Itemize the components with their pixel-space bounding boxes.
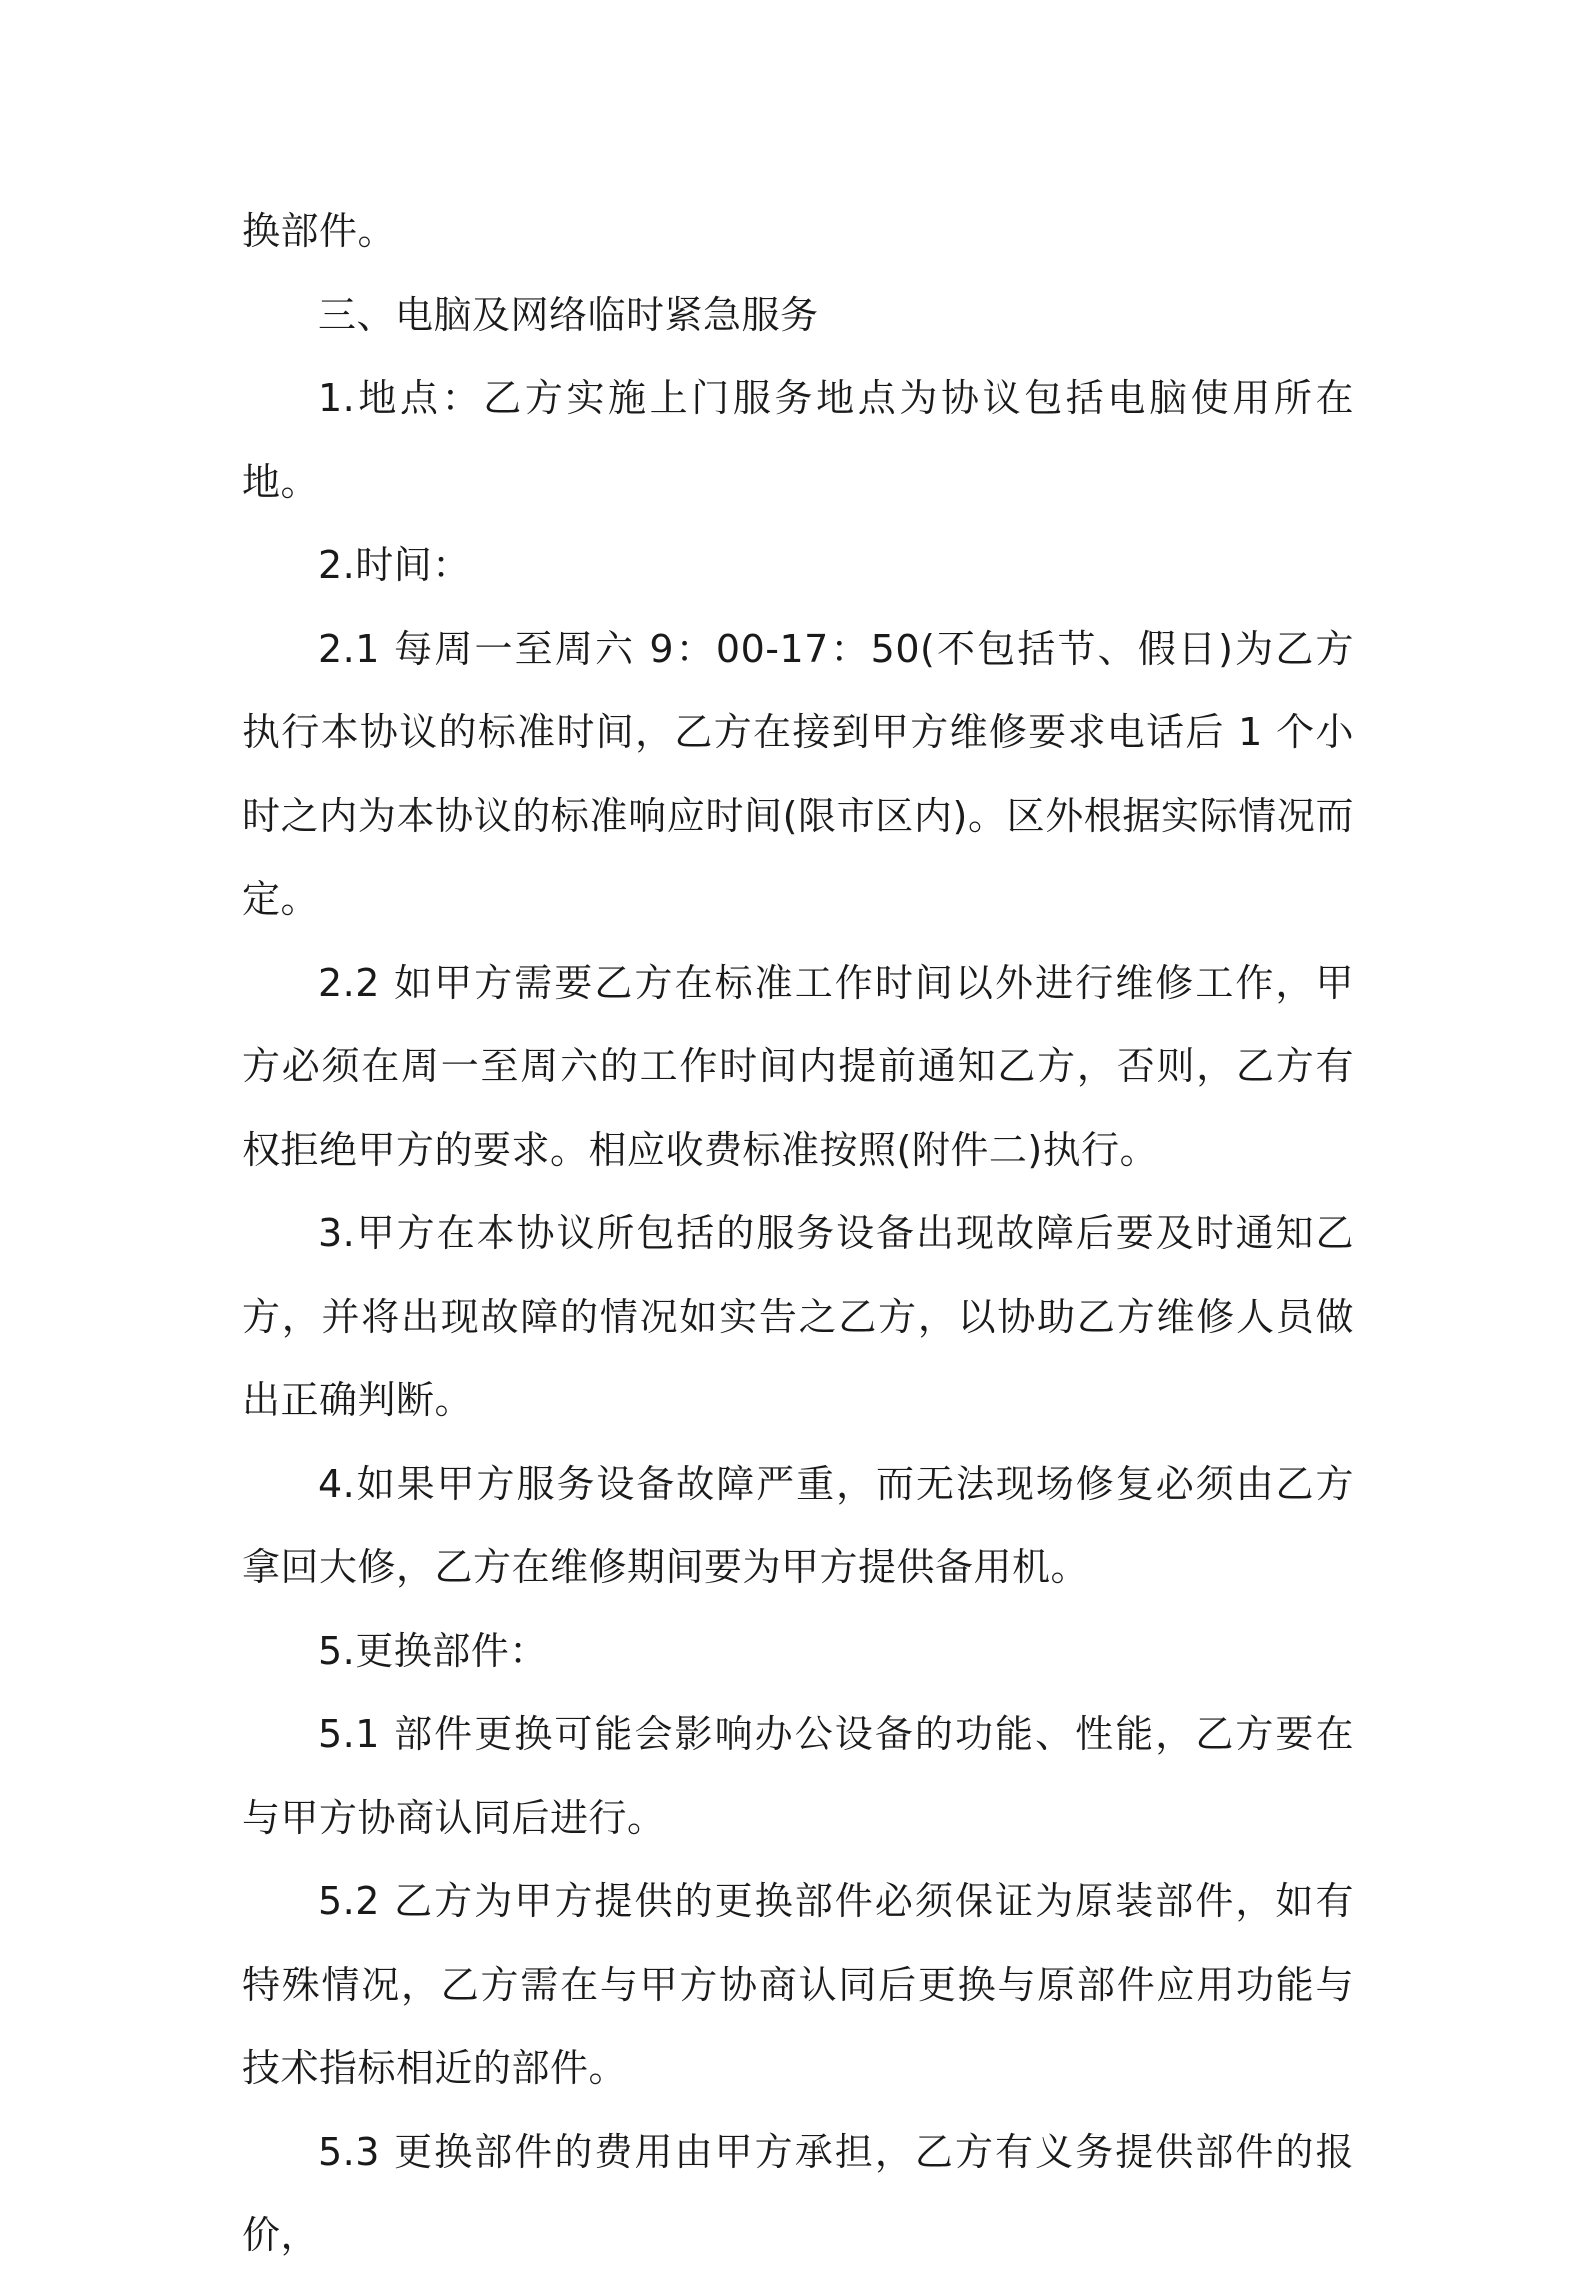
document-body bbox=[242, 190, 1354, 2278]
paragraph-4: 4.如果甲方服务设备故障严重，而无法现场修复必须由乙方拿回大修，乙方在维修期间要为甲方提供备用机。 bbox=[242, 1461, 1354, 1589]
paragraph-2-time: 2.时间： bbox=[318, 543, 471, 587]
paragraph-5-3: 5.3 更换部件的费用由甲方承担，乙方有义务提供部件的报价， bbox=[242, 2129, 1354, 2257]
paragraph-5-1: 5.1 部件更换可能会影响办公设备的功能、性能，乙方要在与甲方协商认同后进行。 bbox=[242, 1712, 1354, 1840]
paragraph-5: 5.更换部件： bbox=[318, 1628, 548, 1673]
paragraph-2-2: 2.2 如甲方需要乙方在标准工作时间以外进行维修工作，甲方必须在周一至周六的工作时间内提前通知乙方，否则，乙方有权拒绝甲方的要求。相应收费标准按照(附件二)执行。 bbox=[242, 960, 1354, 1172]
paragraph-2-1: 2.1 每周一至周六 9：00-17：50(不包括节、假日)为乙方执行本协议的标准时间，乙方在接到甲方维修要求电话后 1 个小时之内为本协议的标准响应时间(限市区内)。区外根据实际情况而定。 bbox=[242, 626, 1354, 921]
section-3-heading: 三、电脑及网络临时紧急服务 bbox=[318, 292, 819, 337]
paragraph-1-location: 1.地点：乙方实施上门服务地点为协议包括电脑使用所在地。 bbox=[242, 376, 1354, 504]
paragraph-3: 3.甲方在本协议所包括的服务设备出现故障后要及时通知乙方，并将出现故障的情况如实告之乙方，以协助乙方维修人员做出正确判断。 bbox=[242, 1211, 1354, 1422]
paragraph-continuation: 换部件。 bbox=[242, 209, 397, 253]
paragraph-5-2: 5.2 乙方为甲方提供的更换部件必须保证为原装部件，如有特殊情况，乙方需在与甲方协商认同后更换与原部件应用功能与技术指标相近的部件。 bbox=[242, 1879, 1354, 2090]
